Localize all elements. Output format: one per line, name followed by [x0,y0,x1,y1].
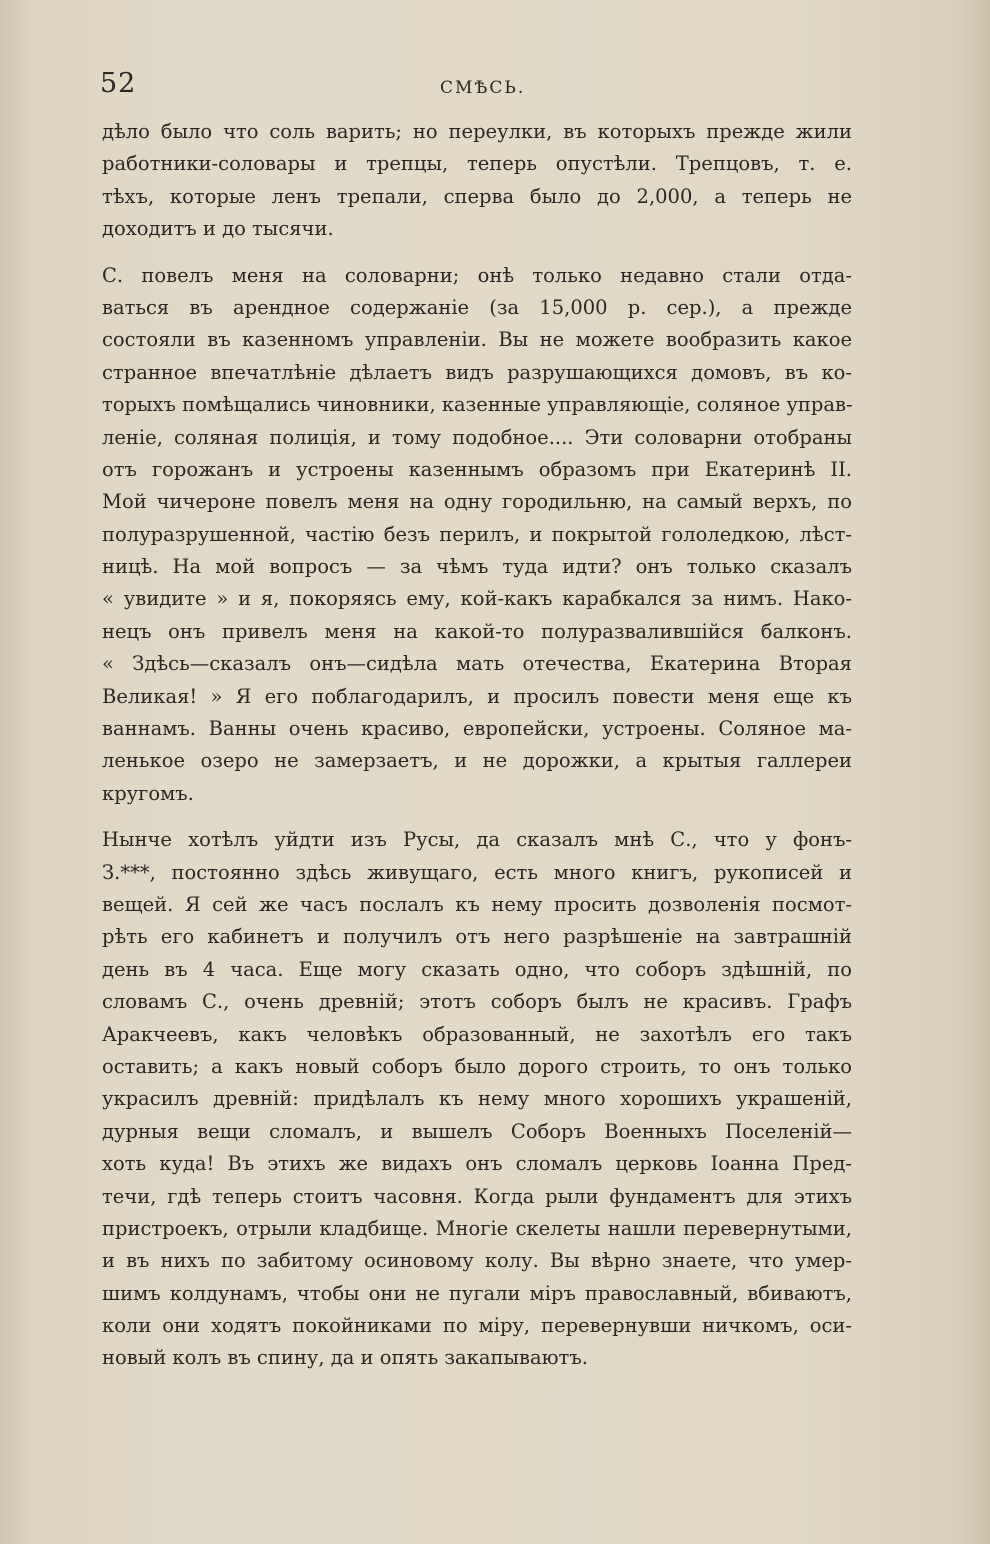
text-line: ваться въ арендное содержаніе (за 15,000 р. сер.), а прежде [102,295,852,319]
text-line: пристроекъ, отрыли кладбище. Многіе скелеты нашли перевернутыми, [102,1216,852,1240]
text-line: оставить; а какъ новый соборъ было дорого строить, то онъ только [102,1054,852,1078]
page-number: 52 [100,68,137,99]
text-line: коли они ходятъ покойниками по міру, перевернувши ничкомъ, оси- [102,1314,852,1338]
text-line: дурныя вещи сломалъ, и вышелъ Соборъ Военныхъ Поселеній— [102,1119,852,1143]
text-line: торыхъ помѣщались чиновники, казенные управляющіе, соляное управ- [102,393,853,417]
text-line: вещей. Я сей же часъ послалъ къ нему просить дозволенія посмот- [102,892,852,916]
text-line: доходитъ и до тысячи. [102,217,334,241]
text-line: отъ горожанъ и устроены казеннымъ образомъ при Екатеринѣ II. [102,457,852,481]
text-line: Великая! » Я его поблагодарилъ, и просилъ повести меня еще къ [102,684,852,708]
text-line: и въ нихъ по забитому осиновому колу. Вы вѣрно знаете, что умер- [102,1249,852,1273]
text-line: украсилъ древній: придѣлалъ къ нему много хорошихъ украшеній, [102,1087,852,1111]
text-line: тѣхъ, которые ленъ трепали, сперва было до 2,000, а теперь не [102,184,852,208]
running-head: СМѢСЬ. [440,78,526,98]
text-line: день въ 4 часа. Еще могу сказать одно, что соборъ здѣшній, по [102,957,852,981]
text-line: состояли въ казенномъ управленіи. Вы не можете вообразить какое [102,328,852,352]
text-line: « Здѣсь—сказалъ онъ—сидѣла мать отечества, Екатерина Вторая [102,652,852,676]
text-line: дѣло было что соль варить; но переулки, въ которыхъ прежде жили [102,120,852,143]
text-line: леніе, соляная полиція, и тому подобное.... Эти соловарни отобраны [102,425,852,449]
text-line: Аракчеевъ, какъ человѣкъ образованный, не захотѣлъ его такъ [102,1022,852,1046]
text-line: З.***, постоянно здѣсь живущаго, есть много книгъ, рукописей и [102,860,852,884]
text-line: С. повелъ меня на соловарни; онѣ только недавно стали отда- [102,263,852,287]
text-line: ницѣ. На мой вопросъ — за чѣмъ туда идти? онъ только сказалъ [102,555,852,579]
text-line: хоть куда! Въ этихъ же видахъ онъ сломалъ церковь Іоанна Пред- [102,1152,852,1176]
text-line: Нынче хотѣлъ уйдти изъ Русы, да сказалъ мнѣ С., что у фонъ- [102,828,852,852]
text-line: Мой чичероне повелъ меня на одну городильню, на самый верхъ, по [102,490,852,514]
text-line: работники-соловары и трепцы, теперь опустѣли. Трепцовъ, т. е. [102,152,852,176]
text-line: словамъ С., очень древній; этотъ соборъ былъ не красивъ. Графъ [102,990,852,1014]
text-line: рѣть его кабинетъ и получилъ отъ него разрѣшеніе на завтрашній [102,925,852,949]
body-text [102,116,852,1375]
text-line: нецъ онъ привелъ меня на какой-то полуразвалившійся балконъ. [102,619,852,643]
text-line: полуразрушенной, частію безъ перилъ, и покрытой гололедкою, лѣст- [102,522,852,546]
text-line: новый колъ въ спину, да и опять закапываютъ. [102,1346,588,1370]
text-line: течи, гдѣ теперь стоитъ часовня. Когда рыли фундаментъ для этихъ [102,1184,852,1208]
page-header [100,68,890,108]
text-line: кругомъ. [102,781,194,805]
text-line: ваннамъ. Ванны очень красиво, европейски, устроены. Соляное ма- [102,717,852,741]
text-line: ленькое озеро не замерзаетъ, и не дорожки, а крытыя галлереи [102,749,852,773]
text-line: шимъ колдунамъ, чтобы они не пугали міръ православный, вбиваютъ, [102,1281,852,1305]
text-line: странное впечатлѣніе дѣлаетъ видъ разрушающихся домовъ, въ ко- [102,360,852,384]
text-line: « увидите » и я, покоряясь ему, кой-какъ карабкался за нимъ. Нако- [102,587,852,611]
